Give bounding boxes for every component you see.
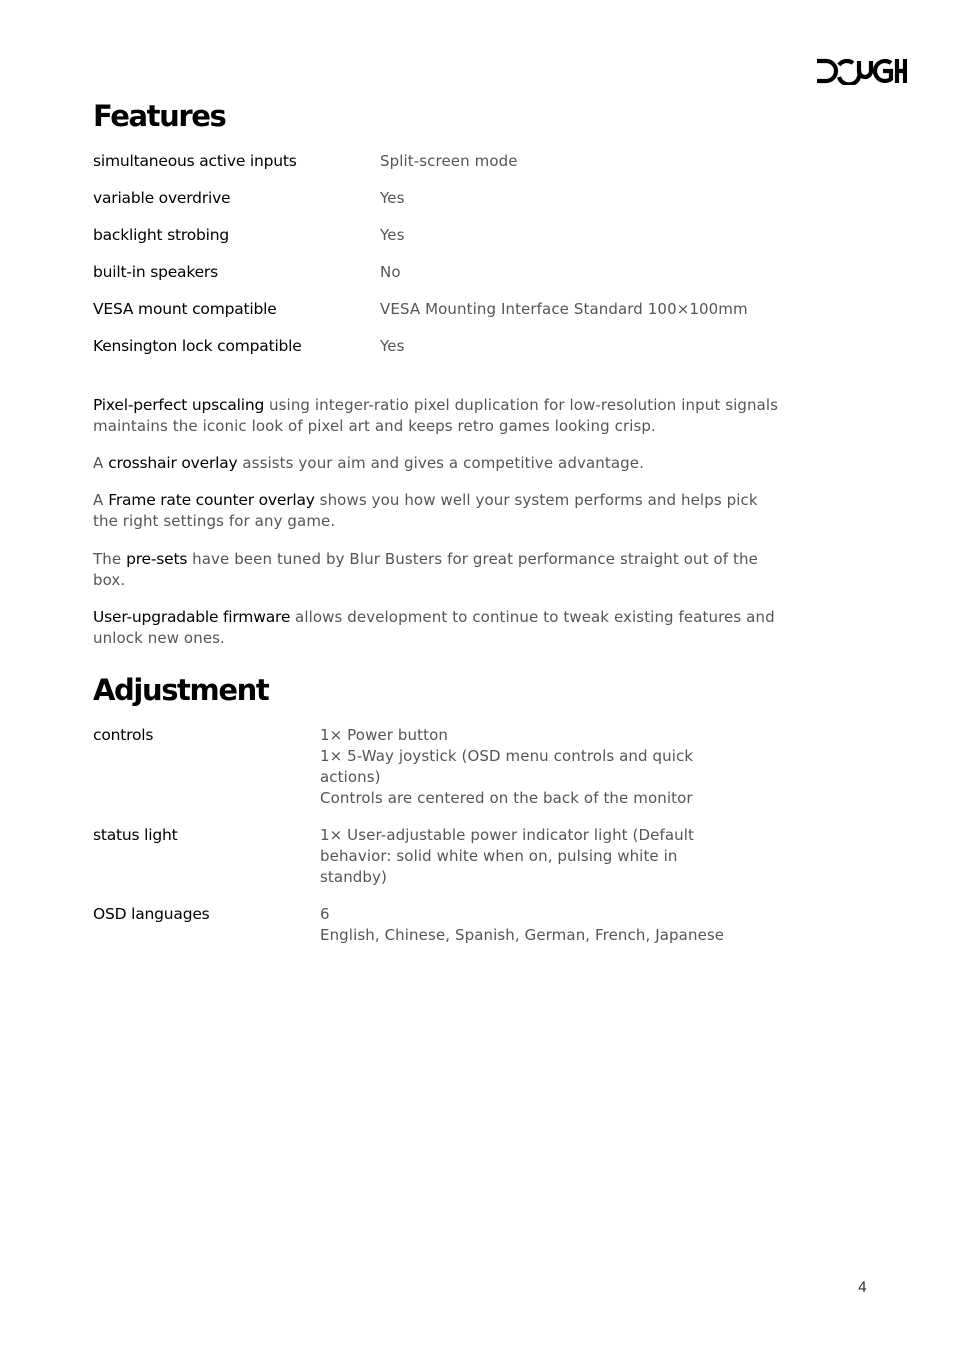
spec-value [380,225,793,262]
paragraph-prefix: A [93,454,109,472]
spec-row [93,299,793,336]
spec-value-line: 6 [320,905,330,923]
spec-key: Kensington lock compatible [93,337,302,355]
dough-logo-mark [815,57,907,85]
spec-value [380,188,793,225]
spec-value [380,151,793,188]
spec-row [93,904,793,946]
spec-value-line: 1× User-adjustable power indicator light (Default behavior: solid white when on, pulsing white in standby) [320,826,694,886]
spec-value [320,825,793,904]
spec-key: built-in speakers [93,263,218,281]
paragraph-highlight: pre-sets [126,550,188,568]
paragraph-text: using integer-ratio pixel duplication for low-resolution input signals maintains the iconic look of pixel art and keeps retro games looking crisp. [93,396,779,435]
spec-key: backlight strobing [93,226,229,244]
paragraph-prefix: The [93,550,127,568]
spec-row [93,725,793,825]
spec-row [93,225,793,262]
spec-value [380,336,793,357]
page-number: 4 [858,1280,867,1296]
feature-paragraph [93,490,783,532]
spec-value-line: No [380,263,401,281]
spec-value-line: Yes [380,337,405,355]
spec-row [93,336,793,357]
feature-paragraph [93,453,783,474]
paragraph-prefix: A [93,491,109,509]
spec-value [320,904,793,946]
spec-key: simultaneous active inputs [93,152,297,170]
feature-paragraph [93,549,783,591]
spec-value-line: English, Chinese, Spanish, German, French, Japanese [320,926,725,944]
spec-value-line: Split-screen mode [380,152,518,170]
paragraph-text: shows you how well your system performs and helps pick the right settings for any game. [93,491,758,530]
spec-key: VESA mount compatible [93,300,277,318]
paragraph-highlight: crosshair overlay [108,454,238,472]
spec-value [380,262,793,299]
adjustment-spec-table [93,725,793,946]
paragraph-highlight: Pixel-perfect upscaling [93,396,265,414]
spec-value-line: 1× Power button [320,726,448,744]
features-spec-table [93,151,793,357]
paragraph-text: allows development to continue to tweak existing features and unlock new ones. [93,608,775,647]
spec-row [93,825,793,904]
spec-value-line: Yes [380,226,405,244]
spec-key: controls [93,726,154,744]
features-spec-rows [93,151,793,357]
spec-key: status light [93,826,178,844]
paragraph-text: have been tuned by Blur Busters for great performance straight out of the box. [93,550,758,589]
spec-value [320,725,793,825]
spec-value-line: VESA Mounting Interface Standard 100×100mm [380,300,748,318]
paragraph-text: assists your aim and gives a competitive advantage. [237,454,644,472]
spec-value [380,299,793,336]
spec-value-line: 1× 5-Way joystick (OSD menu controls and quick actions) [320,747,694,786]
feature-paragraph [93,395,783,437]
paragraph-highlight: Frame rate counter overlay [108,491,315,509]
spec-key: OSD languages [93,905,210,923]
spec-value-line: Controls are centered on the back of the monitor [320,789,693,807]
spec-row [93,188,793,225]
paragraph-highlight: User-upgradable firmware [93,608,291,626]
spec-row [93,262,793,299]
dough-logo [815,57,907,85]
spec-key: variable overdrive [93,189,231,207]
spec-value-line: Yes [380,189,405,207]
spec-row [93,151,793,188]
feature-paragraph [93,607,783,649]
features-heading: Features [93,99,226,133]
adjustment-heading: Adjustment [93,673,269,707]
adjustment-spec-rows [93,725,793,946]
